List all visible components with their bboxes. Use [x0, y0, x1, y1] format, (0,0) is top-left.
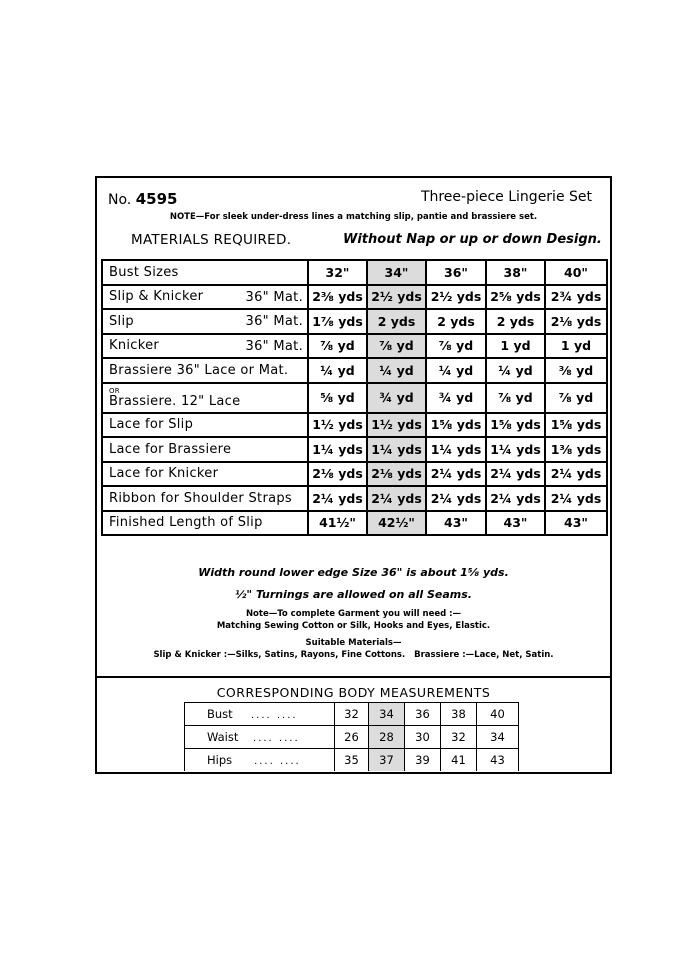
- pattern-sheet: [95, 176, 612, 774]
- table-row: [102, 334, 607, 359]
- table-cell: ⅞ yd: [486, 383, 545, 413]
- table-cell: 1¼ yds: [486, 437, 545, 462]
- table-row: [102, 413, 607, 438]
- width-note: Width round lower edge Size 36" is about 1⅝ yds.: [198, 566, 509, 579]
- slip-knicker-label: Slip & Knicker: [153, 650, 221, 660]
- table-cell: ⅞ yd: [426, 334, 486, 359]
- table-cell: 2½ yds: [426, 285, 486, 310]
- row-label: Lace for Knicker: [102, 462, 308, 487]
- table-cell: 2½ yds: [367, 285, 426, 310]
- table-cell: 2⅛ yds: [308, 462, 367, 487]
- size-header: 40": [545, 260, 607, 285]
- table-cell: 2⅜ yds: [308, 285, 367, 310]
- row-label: Ribbon for Shoulder Straps: [102, 486, 308, 511]
- slip-knicker-materials: :—Silks, Satins, Rayons, Fine Cottons.: [223, 650, 406, 660]
- table-cell: 2 yds: [426, 309, 486, 334]
- row-label: [102, 334, 308, 359]
- table-row: [185, 703, 519, 726]
- table-cell: ¼ yd: [426, 358, 486, 383]
- pattern-number-value: 4595: [135, 190, 178, 208]
- size-header: 34": [367, 260, 426, 285]
- row-label-width: 36" Mat.: [245, 314, 303, 329]
- row-label-width: 36" Mat.: [245, 338, 303, 354]
- table-cell: 2¾ yds: [545, 285, 607, 310]
- table-cell: 40: [477, 703, 519, 726]
- pattern-title: Three-piece Lingerie Set: [420, 189, 592, 205]
- table-cell: 1⅜ yds: [545, 437, 607, 462]
- section-divider: [97, 676, 610, 678]
- table-cell: 2¼ yds: [426, 486, 486, 511]
- measure-label: [185, 749, 335, 772]
- table-cell: ⅞ yd: [367, 334, 426, 359]
- table-cell: 1⅝ yds: [486, 413, 545, 438]
- table-cell: 2⅛ yds: [545, 309, 607, 334]
- table-cell: 43": [545, 511, 607, 536]
- table-cell: 39: [405, 749, 441, 772]
- size-header: 32": [308, 260, 367, 285]
- table-cell: 34: [369, 703, 405, 726]
- table-row: [102, 511, 607, 536]
- table-cell: 1⅞ yds: [308, 309, 367, 334]
- table-cell: 37: [369, 749, 405, 772]
- body-measurements-heading: CORRESPONDING BODY MEASUREMENTS: [216, 685, 491, 700]
- row-label: Brassiere 36" Lace or Mat.: [102, 358, 308, 383]
- row-label-text: Slip & Knicker: [109, 289, 204, 305]
- table-cell: 32: [335, 703, 369, 726]
- or-label: OR: [109, 386, 120, 395]
- table-cell: ¾ yd: [367, 383, 426, 413]
- row-label: Lace for Brassiere: [102, 437, 308, 462]
- table-cell: 1¼ yds: [426, 437, 486, 462]
- table-cell: 28: [369, 726, 405, 749]
- table-cell: 34: [477, 726, 519, 749]
- table-row: [102, 358, 607, 383]
- measure-name: Hips: [207, 753, 233, 767]
- table-cell: ¼ yd: [367, 358, 426, 383]
- table-cell: 42½": [367, 511, 426, 536]
- table-cell: 1¼ yds: [367, 437, 426, 462]
- table-cell: 1⅝ yds: [545, 413, 607, 438]
- table-cell: 41: [441, 749, 477, 772]
- table-cell: 43": [486, 511, 545, 536]
- table-row: [185, 726, 519, 749]
- complete-note-line: Matching Sewing Cotton or Silk, Hooks and Eyes, Elastic.: [216, 621, 491, 631]
- table-cell: 1⅝ yds: [426, 413, 486, 438]
- table-row: [185, 749, 519, 772]
- table-cell: 1¼ yds: [308, 437, 367, 462]
- row-label: [102, 383, 308, 413]
- notes-block: [97, 566, 610, 661]
- table-cell: ⅝ yd: [308, 383, 367, 413]
- table-cell: 2¼ yds: [545, 486, 607, 511]
- suitable-heading: Suitable Materials—: [305, 638, 402, 648]
- table-cell: 41½": [308, 511, 367, 536]
- table-cell: 30: [405, 726, 441, 749]
- nap-note: Without Nap or up or down Design.: [343, 232, 602, 247]
- table-cell: 2¼ yds: [367, 486, 426, 511]
- measure-name: Waist: [207, 730, 239, 744]
- table-cell: 2¼ yds: [308, 486, 367, 511]
- table-cell: 1 yd: [486, 334, 545, 359]
- row-label-text: Brassiere. 12" Lace: [109, 393, 241, 409]
- table-cell: 1 yd: [545, 334, 607, 359]
- table-cell: 32: [441, 726, 477, 749]
- size-header: 36": [426, 260, 486, 285]
- table-cell: 35: [335, 749, 369, 772]
- table-cell: 2 yds: [367, 309, 426, 334]
- measure-name: Bust: [207, 707, 233, 721]
- leader-dots: .... ....: [253, 733, 300, 744]
- table-row: [102, 486, 607, 511]
- table-cell: 1½ yds: [308, 413, 367, 438]
- table-cell: 26: [335, 726, 369, 749]
- turnings-note: ½" Turnings are allowed on all Seams.: [235, 588, 472, 601]
- brassiere-materials: :—Lace, Net, Satin.: [462, 650, 554, 660]
- table-cell: 38: [441, 703, 477, 726]
- table-cell: ⅞ yd: [545, 383, 607, 413]
- table-cell: ¼ yd: [486, 358, 545, 383]
- table-cell: 2¼ yds: [545, 462, 607, 487]
- complete-note: [97, 608, 610, 632]
- row-label: [102, 285, 308, 310]
- table-row: [102, 285, 607, 310]
- row-label: Finished Length of Slip: [102, 511, 308, 536]
- table-cell: 2¼ yds: [486, 462, 545, 487]
- suitable-materials: [97, 637, 610, 661]
- table-cell: 2 yds: [486, 309, 545, 334]
- size-header: 38": [486, 260, 545, 285]
- table-cell: 2⅝ yds: [486, 285, 545, 310]
- table-cell: 2⅛ yds: [367, 462, 426, 487]
- header-note: NOTE—For sleek under-dress lines a matching slip, pantie and brassiere set.: [169, 212, 538, 222]
- row-label-width: 36" Mat.: [245, 289, 303, 305]
- table-row: [102, 437, 607, 462]
- table-cell: 2¼ yds: [486, 486, 545, 511]
- table-cell: 43: [477, 749, 519, 772]
- row-label: Lace for Slip: [102, 413, 308, 438]
- leader-dots: .... ....: [254, 756, 301, 767]
- row-label-text: Knicker: [109, 338, 160, 354]
- suitable-line: [97, 649, 610, 661]
- table-cell: 2¼ yds: [426, 462, 486, 487]
- table-row: [102, 383, 607, 413]
- measure-label: [185, 726, 335, 749]
- table-row: [102, 260, 607, 285]
- table-cell: ¼ yd: [308, 358, 367, 383]
- pattern-number: [108, 190, 177, 208]
- table-cell: 1½ yds: [367, 413, 426, 438]
- bust-sizes-label: Bust Sizes: [102, 260, 308, 285]
- row-label: [102, 309, 308, 334]
- materials-table: [101, 259, 608, 536]
- materials-heading: MATERIALS REQUIRED.: [131, 232, 292, 248]
- leader-dots: .... ....: [250, 710, 298, 721]
- sheet-header: [97, 178, 610, 256]
- table-row: [102, 309, 607, 334]
- no-label: No.: [108, 192, 132, 208]
- brassiere-label: Brassiere: [414, 650, 460, 660]
- measure-label: [185, 703, 335, 726]
- table-cell: 36: [405, 703, 441, 726]
- table-row: [102, 462, 607, 487]
- table-cell: ⅞ yd: [308, 334, 367, 359]
- table-cell: 43": [426, 511, 486, 536]
- row-label-text: Slip: [109, 313, 134, 329]
- table-cell: ¾ yd: [426, 383, 486, 413]
- body-measurements-table: [184, 702, 519, 771]
- table-cell: ⅜ yd: [545, 358, 607, 383]
- complete-note-line: Note—To complete Garment you will need :—: [245, 609, 462, 619]
